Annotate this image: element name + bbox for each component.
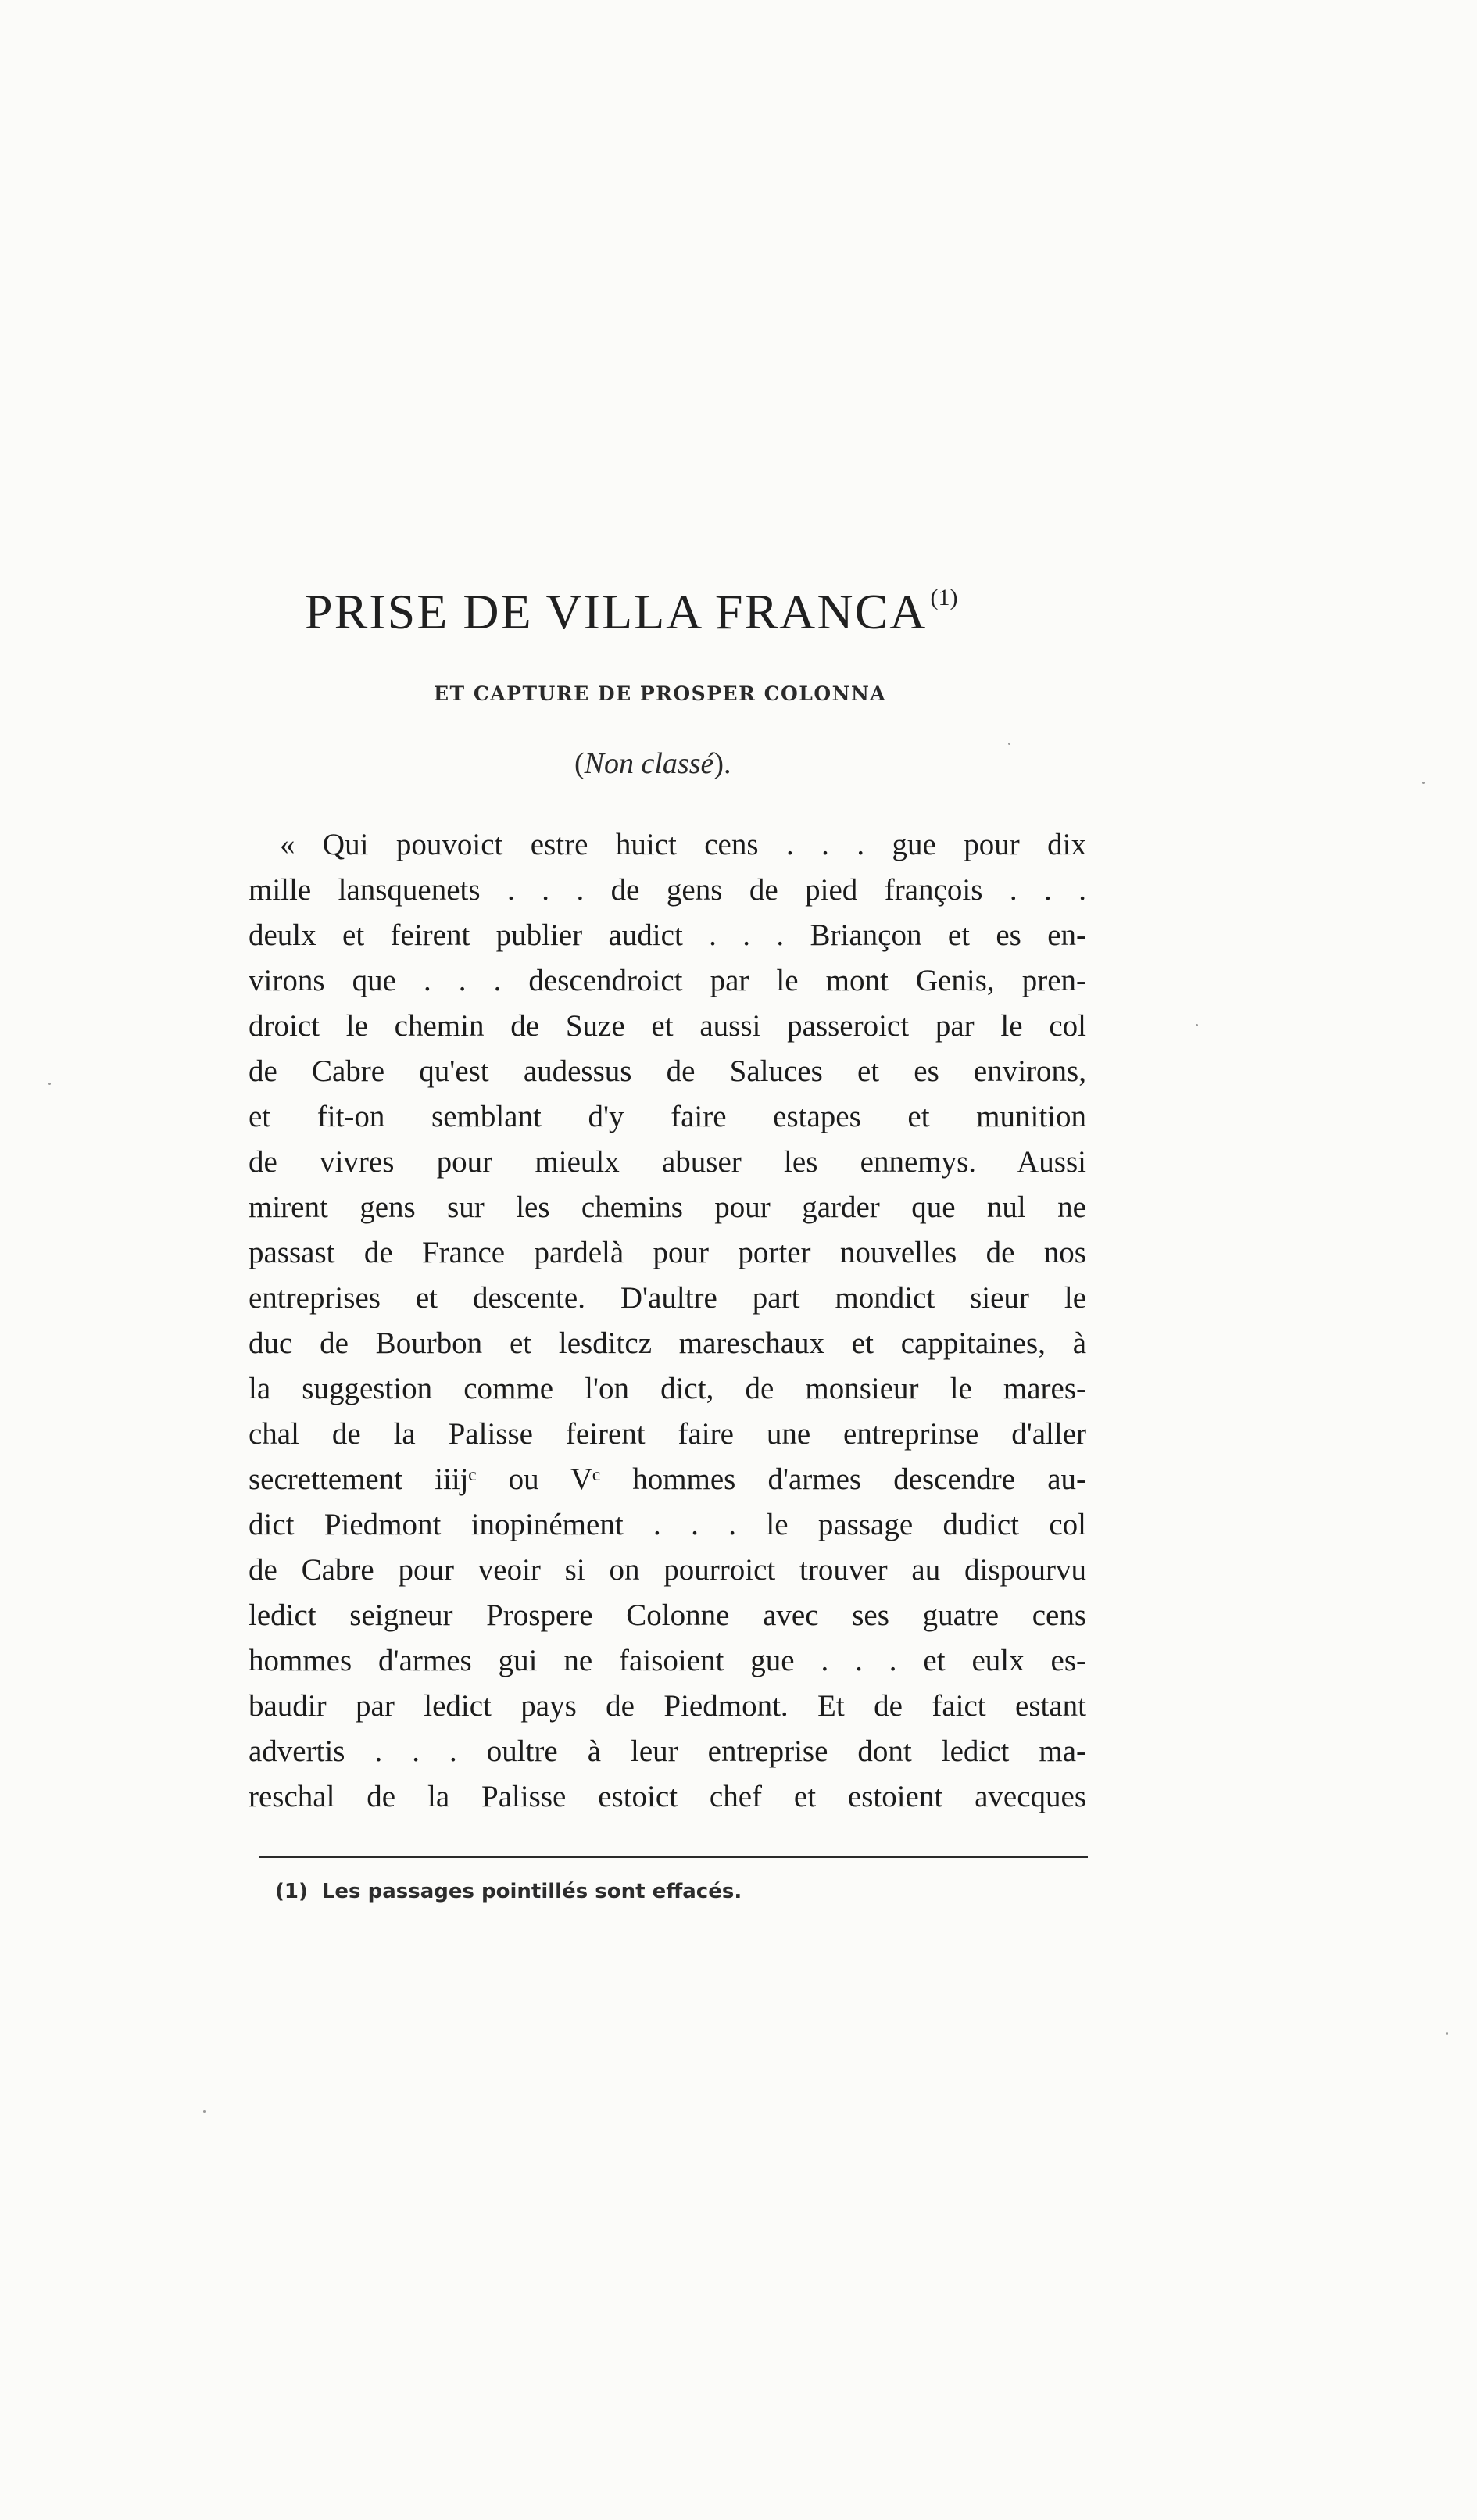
text-line: secrettement iiijᶜ ou Vᶜ hommes d'armes descendre au- <box>249 1462 1086 1496</box>
classification-text: Non classé <box>584 747 714 780</box>
footnote <box>275 1880 742 1903</box>
text-line: advertis . . . oultre à leur entreprise dont ledict ma- <box>249 1734 1086 1768</box>
footnote-text: Les passages pointillés sont effacés. <box>321 1880 742 1903</box>
footnote-divider <box>259 1856 1088 1858</box>
text-line: deulx et feirent publier audict . . . Briançon et es en- <box>249 918 1086 952</box>
text-line: passast de France pardelà pour porter nouvelles de nos <box>249 1236 1086 1269</box>
text-line: de Cabre qu'est audessus de Saluces et es environs, <box>249 1054 1086 1088</box>
text-line: mille lansquenets . . . de gens de pied françois . . . <box>249 873 1086 907</box>
text-line: la suggestion comme l'on dict, de monsieur le mares- <box>249 1372 1086 1405</box>
text-line: « Qui pouvoict estre huict cens . . . gue pour dix <box>280 828 1086 861</box>
classification-note <box>574 746 731 781</box>
text-line: de Cabre pour veoir si on pourroict trouver au dispourvu <box>249 1553 1086 1587</box>
text-line: ledict seigneur Prospere Colonne avec ses guatre cens <box>249 1598 1086 1632</box>
paper-speck <box>1008 743 1010 745</box>
text-line: virons que . . . descendroict par le mont Genis, pren- <box>249 964 1086 997</box>
classification-close: ). <box>713 747 731 780</box>
body-paragraph <box>249 822 1086 1820</box>
text-line: entreprises et descente. D'aultre part mondict sieur le <box>249 1281 1086 1315</box>
paper-speck <box>48 1083 51 1085</box>
text-line: chal de la Palisse feirent faire une entreprinse d'aller <box>249 1417 1086 1451</box>
text-line: duc de Bourbon et lesditcz mareschaux et cappitaines, à <box>249 1326 1086 1360</box>
text-line: et fit-on semblant d'y faire estapes et munition <box>249 1100 1086 1133</box>
page-subtitle: ET CAPTURE DE PROSPER COLONNA <box>434 682 887 705</box>
text-line: droict le chemin de Suze et aussi passeroict par le col <box>249 1009 1086 1043</box>
text-line: hommes d'armes gui ne faisoient gue . . . et eulx es- <box>249 1644 1086 1677</box>
text-line: de vivres pour mieulx abuser les ennemys. Aussi <box>249 1145 1086 1179</box>
classification-open: ( <box>574 747 585 780</box>
paper-speck <box>1446 2032 1448 2035</box>
page-title <box>305 582 1164 643</box>
text-line: mirent gens sur les chemins pour garder que nul ne <box>249 1190 1086 1224</box>
text-line: dict Piedmont inopinément . . . le passage dudict col <box>249 1508 1086 1541</box>
title-text: PRISE DE VILLA FRANCA <box>305 584 928 639</box>
paper-speck <box>203 2110 206 2113</box>
text-line: baudir par ledict pays de Piedmont. Et de faict estant <box>249 1689 1086 1723</box>
paper-speck <box>1196 1024 1198 1026</box>
paper-speck <box>1422 782 1425 784</box>
title-footnote-ref[interactable]: (1) <box>930 585 958 610</box>
footnote-marker: (1) <box>275 1880 308 1903</box>
text-line: reschal de la Palisse estoict chef et estoient avecques <box>249 1780 1086 1813</box>
